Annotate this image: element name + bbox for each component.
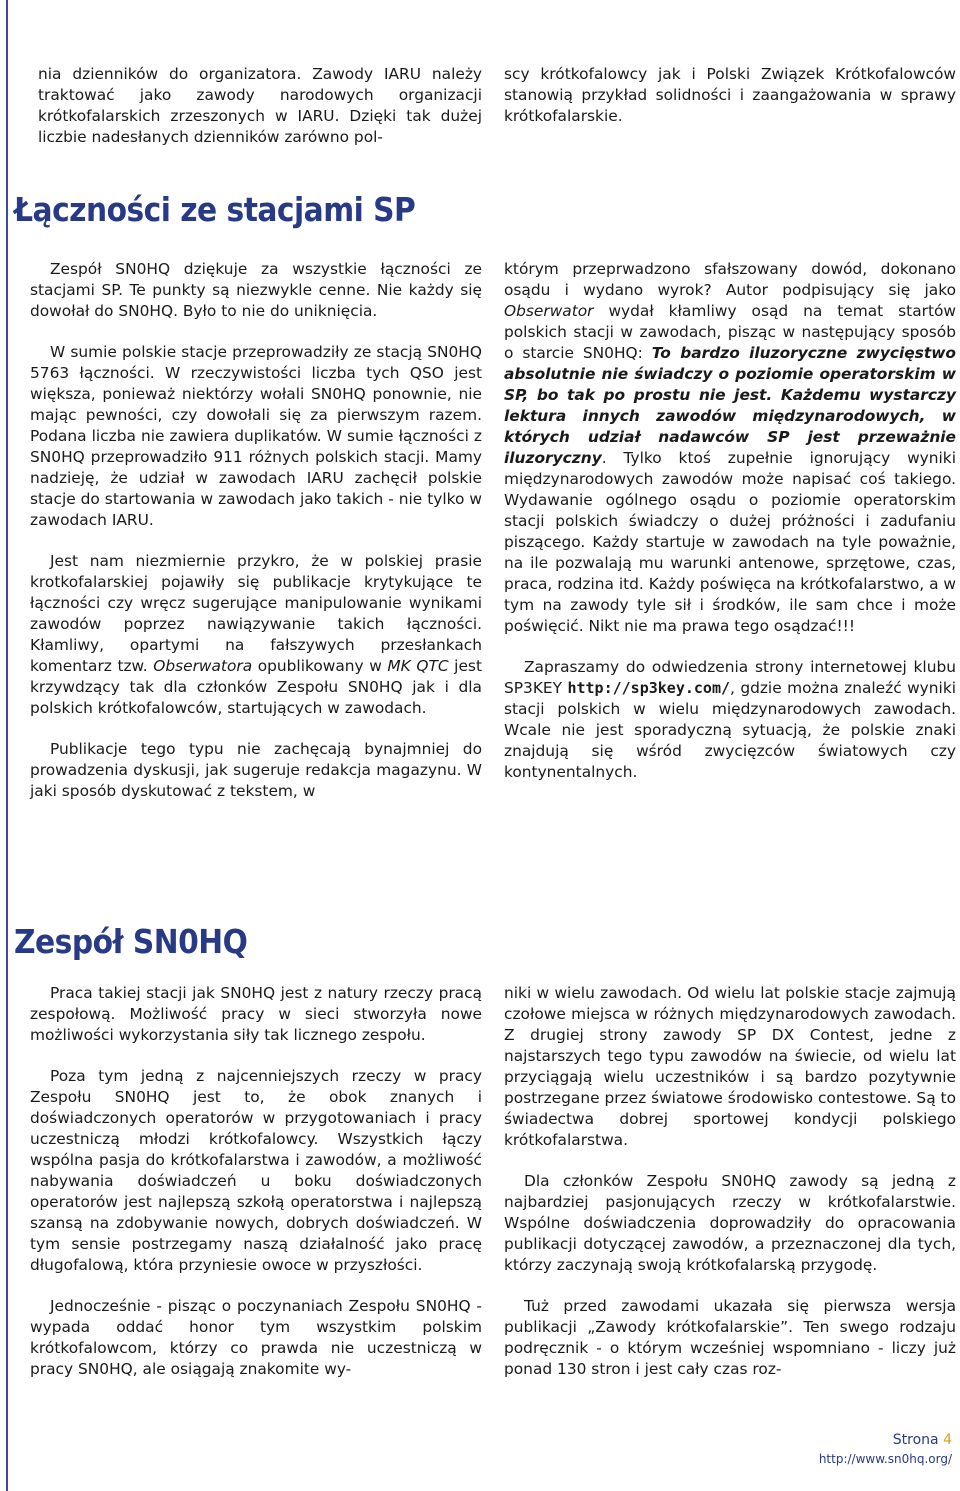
section1-right-column <box>504 259 956 803</box>
section2-right-column <box>504 983 956 1400</box>
observer-name: Obserwator <box>504 302 594 320</box>
section1-left-paragraph-2: W sumie polskie stacje przeprowadziły ze stacją SN0HQ 5763 łączności. W rzeczywistości liczba tych QSO jest większa, ponieważ niektórzy wołali SN0HQ ponownie, nie mając pewności, czy dowołali się za pierwszym razem. Podana liczba nie zawiera duplikatów. W sumie łączności z SN0HQ przeprowadziło 911 różnych polskich stacji. Mamy nadzieję, że udział w zawodach IARU zachęcił polskie stacje do startowania w zawodach jako takich - nie tylko w zawodach IARU. <box>30 343 482 529</box>
left-margin-rule <box>6 0 8 1491</box>
section-heading-connections: Łączności ze stacjami SP <box>14 190 416 229</box>
section2-left-paragraph-3: Jednocześnie - pisząc o poczynaniach Zespołu SN0HQ - wypada oddać honor tym wszystkim polskim krótkofalowcom, którzy co prawda nie uczestniczą w pracy SN0HQ, ale osiągają znakomite wy- <box>30 1297 482 1378</box>
sp3key-link[interactable]: http://sp3key.com/ <box>567 679 731 697</box>
section2-left-column <box>30 983 482 1400</box>
observer-name: Obserwatora <box>153 657 253 675</box>
top-right-paragraph: scy krótkofalowcy jak i Polski Związek Krótkofalowców stanowią przykład solidności i zaangażowania w sprawy krótkofalarskie. <box>504 65 956 125</box>
section1-left-paragraph-3: Jest nam niezmiernie przykro, że w polskiej prasie krotkofalarskiej pojawiły się publikacje krytykujące te łączności czy wręcz sugerujące manipulowanie wynikami zawodów poprzez nawiązywanie takich łączności. Kłamliwy, opartymi na fałszywych przesłankach komentarz tzw. Obserwatora opublikowany w MK QTC jest krzywdzący tak dla członków Zespołu SN0HQ jak i dla polskich krótkofalowców, startujących w zawodach. <box>30 552 482 717</box>
section1-left-paragraph-4: Publikacje tego typu nie zachęcają bynajmniej do prowadzenia dyskusji, jak sugeruje redakcja magazynu. W jaki sposób dyskutować z tekstem, w <box>30 740 482 800</box>
footer-url[interactable]: http://www.sn0hq.org/ <box>818 1452 952 1466</box>
page-number: Strona 4 <box>892 1432 952 1448</box>
section1-right-paragraph-2: Zapraszamy do odwiedzenia strony internetowej klubu SP3KEY http://sp3key.com/, gdzie można znaleźć wyniki stacji polskich w wielu międzynarodowych zawodach. Wcale nie jest sporadyczną sytuacją, że polskie znaki znajdują się wśród zwycięzców światowych czy kontynentalnych. <box>504 658 957 781</box>
section1-right-paragraph-1: którym przeprwadzono sfałszowany dowód, dokonano osądu i wydano wyrok? Autor podpisujący się jako Obserwator wydał kłamliwy osąd na temat startów polskich stacji w zawodach, pisząc w następujący sposób o starcie SN0HQ: To bardzo iluzoryczne zwycięstwo absolutnie nie świadczy o poziomie operatorskim w SP, bo tak po prostu nie jest. Każdemu wystarczy lektura innych zawodów międzynarodowych, w których udział nadawców SP jest przeważnie iluzoryczny. Tylko ktoś zupełnie ignorujący wyniki międzynarodowych zawodów może napisać coś takiego. Wydawanie ogólnego osądu o poziomie operatorskim stacji polskich świadczy o dużej próżności i zadufaniu piszącego. Każdy startuje w zawodach na tyle poważnie, na ile pozwalają mu warunki antenowe, sprzętowe, czas, praca, rodzina itd. Każdy poświęca na krótkofalarstwo, a w tym na zawody tyle sił i środków, ile sam chce i może poświęcić. Nikt nie ma prawa tego osądzać!!! <box>504 260 956 635</box>
magazine-name: MK QTC <box>387 657 449 675</box>
section-heading-team: Zespół SN0HQ <box>14 922 248 961</box>
section2-right-paragraph-3: Tuż przed zawodami ukazała się pierwsza wersja publikacji „Zawody krótkofalarskie”. Ten swego rodzaju podręcznik - o którym wcześniej wspomniano - liczy już ponad 130 stron i jest cały czas roz- <box>504 1297 956 1378</box>
section2-right-paragraph-1: niki w wielu zawodach. Od wielu lat polskie stacje zajmują czołowe miejsca w różnych międzynarodowych zawodach. Z drugiej strony zawody SP DX Contest, jedne z najstarszych tego typu zawodów na świecie, od wielu lat przyciągają wielu uczestników i są bardzo pozytywnie postrzegane przez światowe środowisko contestowe. Są to świadectwa dobrej sportowej kondycji polskiego krótkofalarstwa. <box>504 984 956 1149</box>
top-left-column <box>38 64 482 168</box>
top-left-paragraph: nia dzienników do organizatora. Zawody IARU należy traktować jako zawody narodowych organizacji krótkofalarskich zrzeszonych w IARU. Dzięki tak dużej liczbie nadesłanych dzienników zarówno pol- <box>38 65 482 146</box>
quoted-statement: To bardzo iluzoryczne zwycięstwo absolutnie nie świadczy o poziomie operatorskim w SP, bo tak po prostu nie jest. Każdemu wystarczy lektura innych zawodów międzynarodowych, w których udział nadawców SP jest przeważnie iluzoryczny <box>504 344 956 467</box>
section2-right-paragraph-2: Dla członków Zespołu SN0HQ zawody są jedną z najbardziej pasjonujących rzeczy w krótkofalarstwie. Wspólne doświadczenia doprowadziły do opracowania publikacji dotyczącej zawodów, a przeznaczonej dla tych, którzy zaczynają swoją krótkofalarską przygodę. <box>504 1172 956 1274</box>
top-right-column <box>504 64 956 147</box>
section2-left-paragraph-2: Poza tym jedną z najcenniejszych rzeczy w pracy Zespołu SN0HQ jest to, że obok znanych i doświadczonych operatorów w przygotowaniach i pracy uczestniczą młodzi krótkofalowcy. Wszystkich łączy wspólna pasja do krótkofalarstwa i zawodów, a możliwość nabywania doświadczeń u boku doświadczonych operatorów jest najlepszą szkołą operatorstwa i najlepszą szansą na zdobywanie nowych, dobrych doświadczeń. W tym sensie postrzegamy naszą działalność jako pracę długofalową, która przyniesie owoce w przyszłości. <box>30 1067 482 1274</box>
section1-left-paragraph-1: Zespół SN0HQ dziękuje za wszystkie łączności ze stacjami SP. Te punkty są niezwykle cenne. Nie każdy się dowołał do SN0HQ. Było to nie do uniknięcia. <box>30 260 482 320</box>
section2-left-paragraph-1: Praca takiej stacji jak SN0HQ jest z natury rzeczy pracą zespołową. Możliwość pracy w sieci stworzyła nowe możliwości wykorzystania siły tak licznego zespołu. <box>30 984 482 1044</box>
section1-left-column <box>30 259 482 822</box>
